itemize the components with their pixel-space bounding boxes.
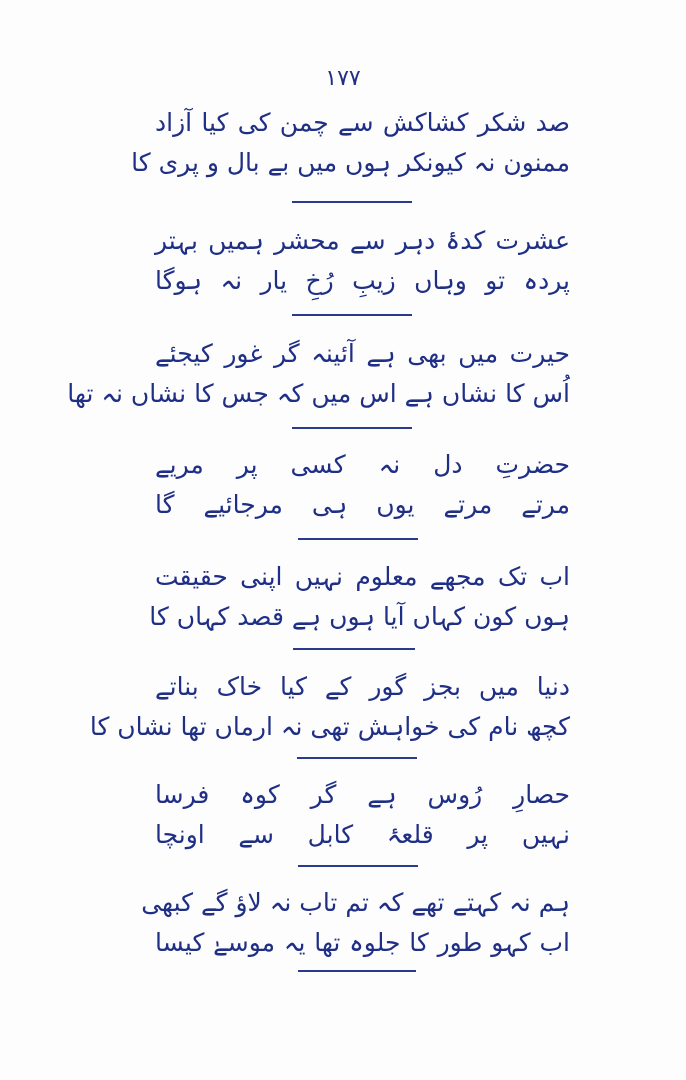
couplet-8 — [141, 884, 570, 962]
verse-line: پردہ تو وہاں زیبِ رُخِ یار نہ ہوگا — [155, 266, 570, 295]
couplet-divider — [292, 201, 412, 203]
verse-line: اُس کا نشاں ہے اس میں کہ جس کا نشاں نہ تھا — [67, 379, 570, 408]
couplet-4 — [155, 446, 570, 524]
verse-line: حضرتِ دل نہ کسی پر مریے — [155, 450, 570, 479]
verse-line: دنیا میں بجز گور کے کیا خاک بناتے — [155, 672, 570, 701]
couplet-5 — [149, 558, 570, 636]
verse-line: عشرت کدۂ دہر سے محشر ہمیں بہتر — [155, 226, 570, 255]
verse-line: حصارِ رُوس ہے گر کوہ فرسا — [155, 780, 570, 809]
verse-line: نہیں پر قلعۂ کابل سے اونچا — [155, 820, 570, 849]
verse-line: کچھ نام کی خواہش تھی نہ ارماں تھا نشاں کا — [89, 712, 570, 741]
couplet-divider — [297, 757, 417, 759]
couplet-divider — [292, 314, 412, 316]
couplet-divider — [298, 538, 418, 540]
verse-line: ہم نہ کہتے تھے کہ تم تاب نہ لاؤ گے کبھی — [141, 888, 570, 917]
couplet-divider — [293, 648, 415, 650]
couplet-6 — [89, 668, 570, 746]
verse-line: مرتے مرتے یوں ہی مرجائیے گا — [155, 490, 570, 519]
verse-line: اب کہو طور کا جلوہ تھا یہ موسےٰ کیسا — [155, 928, 570, 957]
couplet-divider — [298, 970, 416, 972]
verse-line: اب تک مجھے معلوم نہیں اپنی حقیقت — [155, 562, 570, 591]
verse-line: ممنون نہ کیونکر ہوں میں بے بال و پری کا — [131, 148, 570, 177]
verse-line: حیرت میں بھی ہے آئینہ گر غور کیجئے — [155, 339, 570, 368]
verse-line: ہوں کون کہاں آیا ہوں ہے قصد کہاں کا — [149, 602, 570, 631]
couplet-divider — [298, 865, 418, 867]
couplet-2 — [155, 222, 570, 300]
verse-line: صد شکر کشاکش سے چمن کی کیا آزاد — [155, 108, 570, 137]
couplet-7 — [155, 776, 570, 854]
couplet-divider — [292, 427, 412, 429]
couplet-3 — [67, 335, 570, 413]
couplet-1 — [131, 104, 570, 182]
page-number: ۱۷۷ — [325, 66, 361, 91]
